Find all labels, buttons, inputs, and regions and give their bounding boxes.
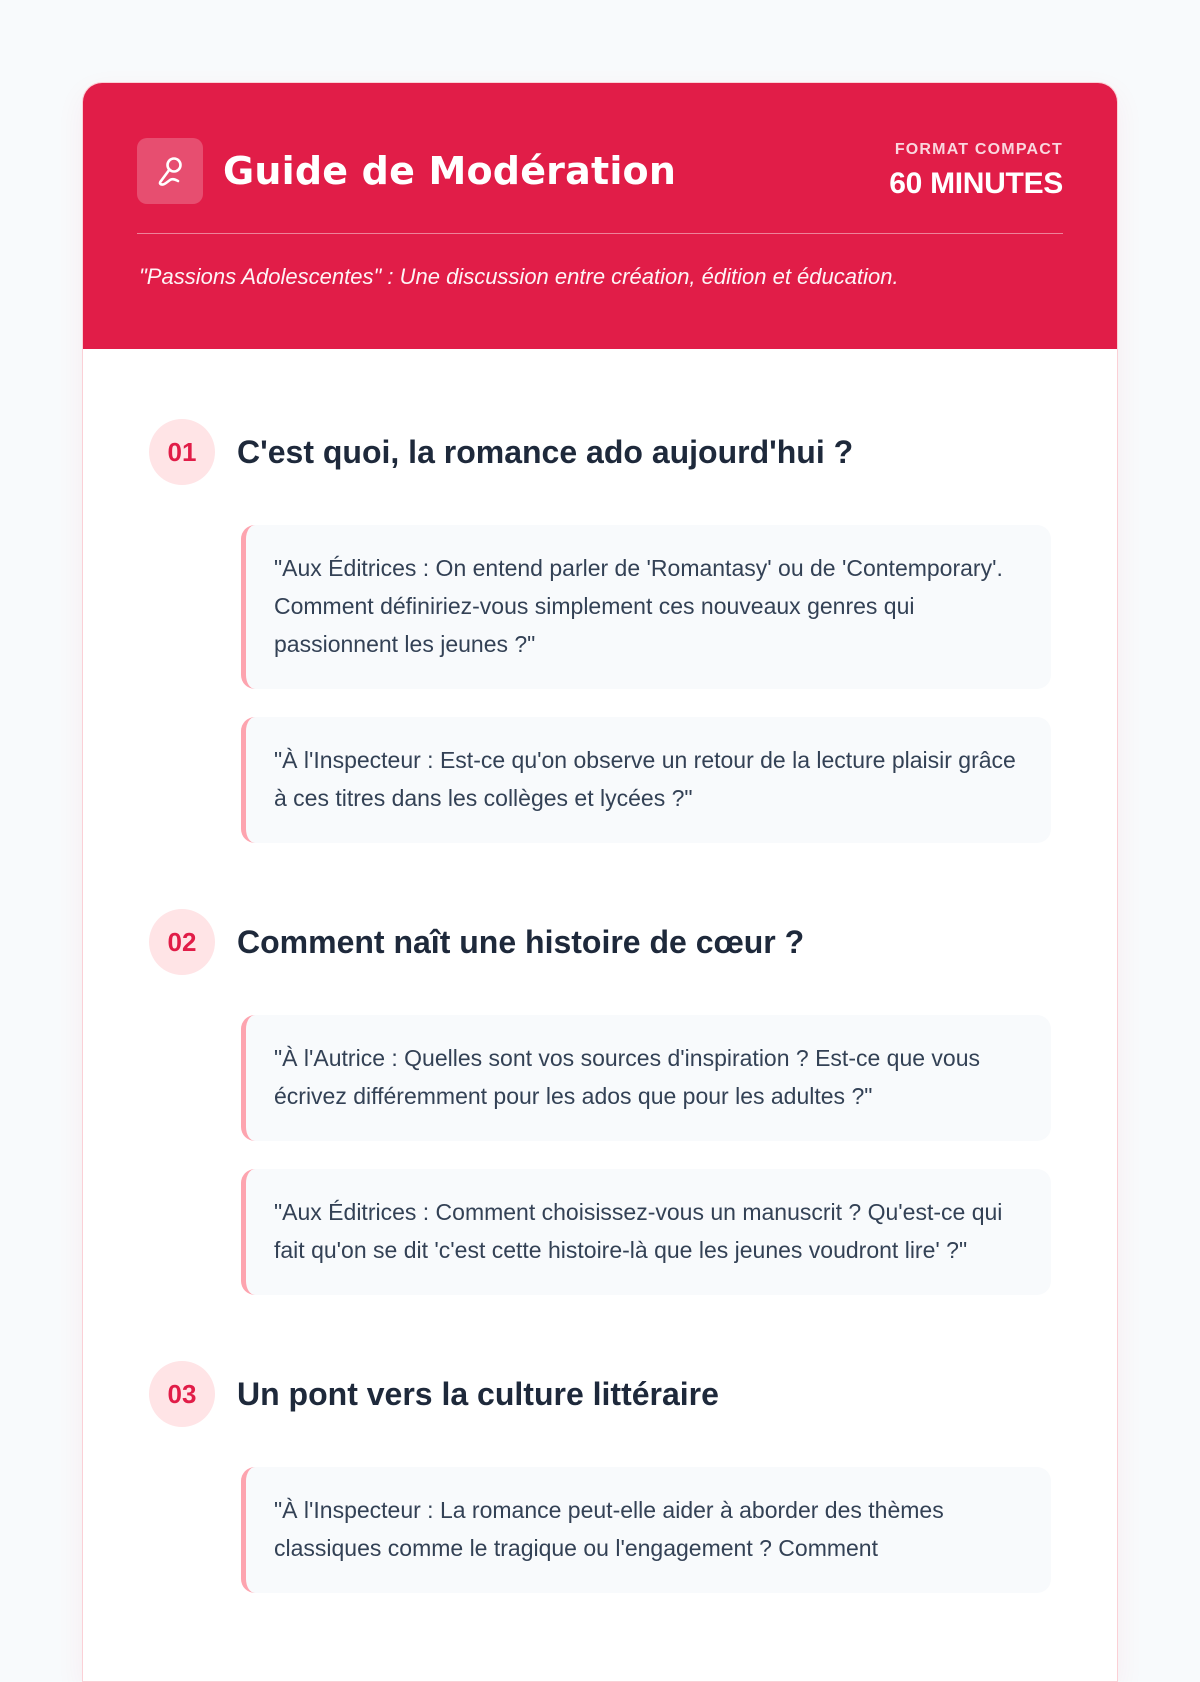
brand (137, 138, 676, 204)
section-3 (149, 1361, 1051, 1593)
question-card: "À l'Inspecteur : La romance peut-elle aider à aborder des thèmes classiques comme le tragique ou l'engagement ? Comment (241, 1467, 1051, 1593)
format-label: FORMAT COMPACT (894, 141, 1063, 158)
question-list (149, 1015, 1051, 1295)
section-header (149, 909, 1051, 975)
question-card: "Aux Éditrices : On entend parler de 'Romantasy' ou de 'Contemporary'. Comment définiriez-vous simplement ces nouveaux genres qui passionnent les jeunes ?" (241, 525, 1051, 689)
section-title: Un pont vers la culture littéraire (237, 1375, 719, 1412)
section-2 (149, 909, 1051, 1295)
moderation-guide-card (82, 82, 1118, 1682)
question-list (149, 1467, 1051, 1593)
section-number-badge: 03 (149, 1361, 215, 1427)
section-1 (149, 419, 1051, 843)
question-card: "À l'Autrice : Quelles sont vos sources d'inspiration ? Est-ce que vous écrivez différemment pour les ados que pour les adultes ?" (241, 1015, 1051, 1141)
section-number-badge: 02 (149, 909, 215, 975)
question-card: "Aux Éditrices : Comment choisissez-vous un manuscrit ? Qu'est-ce qui fait qu'on se dit 'c'est cette histoire-là que les jeunes voudront lire' ?" (241, 1169, 1051, 1295)
section-title: C'est quoi, la romance ado aujourd'hui ? (237, 433, 854, 470)
format-duration: 60 MINUTES (889, 167, 1063, 200)
header-divider (137, 233, 1063, 234)
microphone-icon (137, 138, 203, 204)
guide-header (83, 83, 1117, 349)
section-number-badge: 01 (149, 419, 215, 485)
section-title: Comment naît une histoire de cœur ? (237, 923, 805, 960)
section-header (149, 1361, 1051, 1427)
format-info (889, 141, 1063, 201)
page-title: Guide de Modération (223, 149, 677, 193)
section-header (149, 419, 1051, 485)
question-card: "À l'Inspecteur : Est-ce qu'on observe un retour de la lecture plaisir grâce à ces titres dans les collèges et lycées ?" (241, 717, 1051, 843)
header-top (137, 139, 1063, 203)
page-subtitle: "Passions Adolescentes" : Une discussion entre création, édition et éducation. (139, 264, 899, 289)
guide-body (83, 349, 1117, 1593)
question-list (149, 525, 1051, 843)
